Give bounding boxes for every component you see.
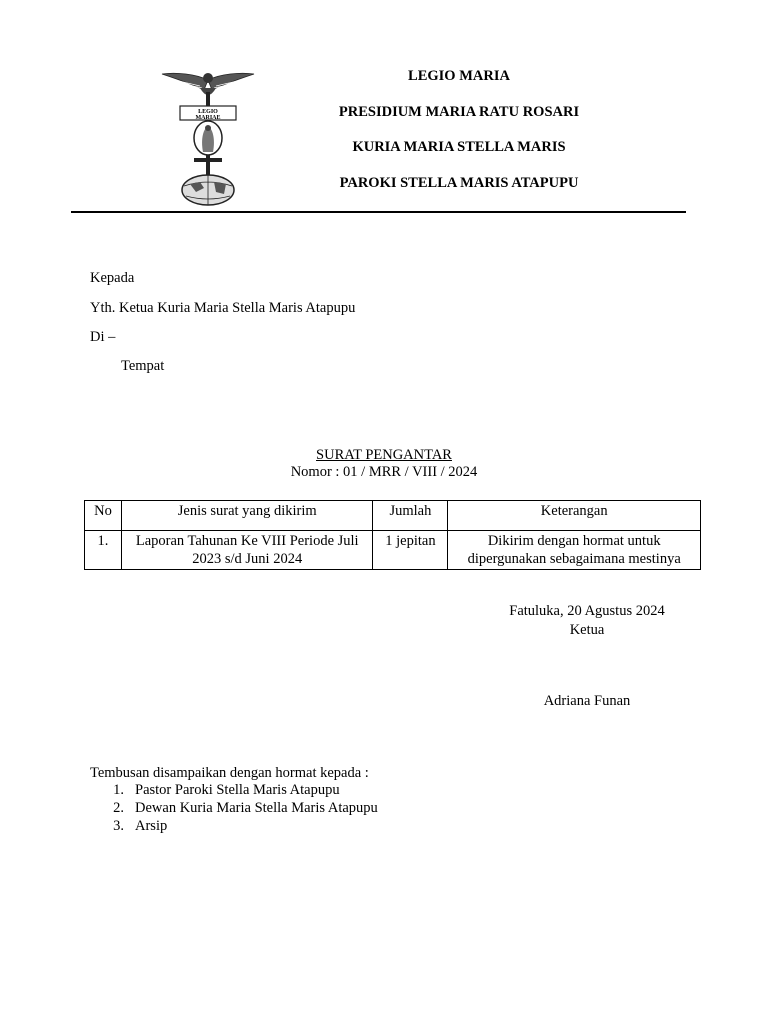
column-header-no: No (85, 501, 122, 531)
copies-list (90, 781, 378, 835)
presidium-name: PRESIDIUM MARIA RATU ROSARI (338, 104, 580, 120)
svg-text:LEGIO: LEGIO (198, 109, 218, 115)
column-header-keterangan: Keterangan (448, 501, 701, 531)
column-header-jenis: Jenis surat yang dikirim (121, 501, 373, 531)
list-item-text: Pastor Paroki Stella Maris Atapupu (135, 782, 340, 798)
place-date: Fatuluka, 20 Agustus 2024 (509, 603, 665, 619)
copies-intro: Tembusan disampaikan dengan hormat kepada : (90, 765, 369, 781)
list-item (90, 817, 378, 835)
cell-keterangan-line2: dipergunakan sebagaimana mestinya (467, 551, 681, 567)
list-item-number: 3. (113, 818, 124, 834)
recipient-name: Yth. Ketua Kuria Maria Stella Maris Atapupu (90, 300, 356, 316)
recipient-to: Kepada (90, 270, 135, 286)
letterhead-divider (71, 211, 686, 213)
recipient-place: Tempat (121, 358, 165, 374)
cell-jenis (121, 531, 373, 570)
cell-jumlah: 1 jepitan (373, 531, 448, 570)
list-item-text: Dewan Kuria Maria Stella Maris Atapupu (135, 800, 378, 816)
list-item (90, 799, 378, 817)
cell-jenis-line1: Laporan Tahunan Ke VIII Periode Juli (135, 533, 359, 549)
parish-name: PAROKI STELLA MARIS ATAPUPU (339, 175, 579, 191)
signatory-role: Ketua (569, 622, 605, 638)
cell-no: 1. (85, 531, 122, 570)
legio-mariae-logo (160, 68, 256, 208)
letter-title: SURAT PENGANTAR (316, 447, 452, 463)
letter-number: Nomor : 01 / MRR / VIII / 2024 (290, 464, 478, 480)
signatory-name: Adriana Funan (543, 693, 631, 709)
list-item (90, 781, 378, 799)
table-row (85, 531, 701, 570)
cell-keterangan-line1: Dikirim dengan hormat untuk (487, 533, 661, 549)
cell-keterangan (448, 531, 701, 570)
list-item-text: Arsip (135, 818, 168, 834)
documents-table (84, 500, 701, 570)
column-header-jumlah: Jumlah (373, 501, 448, 531)
table-header-row (85, 501, 701, 531)
cell-jenis-line2: 2023 s/d Juni 2024 (192, 551, 303, 567)
svg-text:MARIAE: MARIAE (195, 115, 221, 121)
recipient-at: Di – (90, 329, 116, 345)
list-item-number: 1. (113, 782, 124, 798)
list-item-number: 2. (113, 800, 124, 816)
organization-name: LEGIO MARIA (408, 68, 510, 84)
curia-name: KURIA MARIA STELLA MARIS (352, 139, 566, 155)
